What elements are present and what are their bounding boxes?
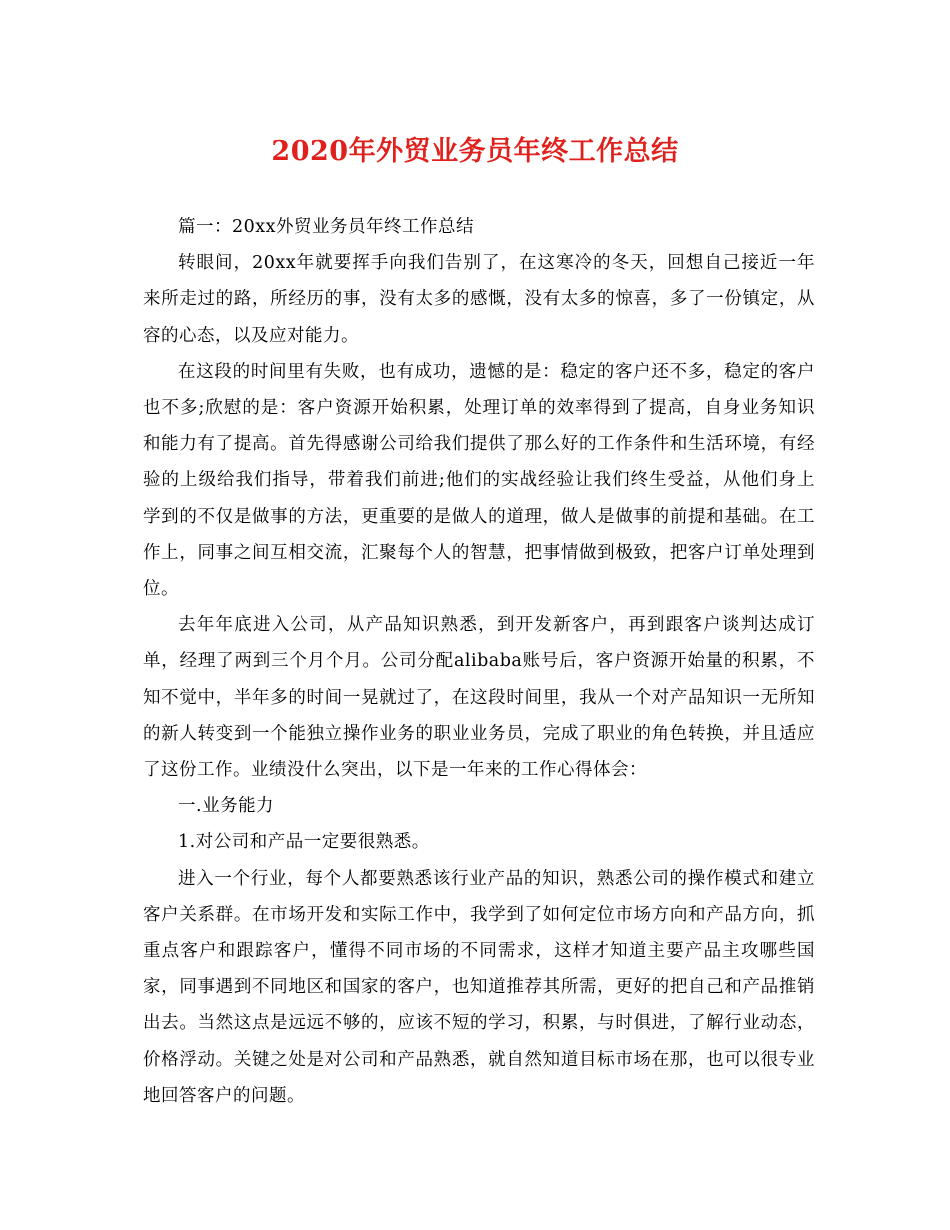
paragraph-experience: 去年年底进入公司，从产品知识熟悉，到开发新客户，再到跟客户谈判达成订单，经理了两到三个月个月。公司分配alibaba账号后，客户资源开始量的积累，不知不觉中，半年多的时间一晃就过了，在这段时间里，我从一个对产品知识一无所知的新人转变到一个能独立操作业务的职业业务员，完成了职业的角色转换，并且适应了这份工作。业绩没什么突出，以下是一年来的工作心得体会： [143, 615, 815, 781]
section-heading-business-ability: 一.业务能力 [178, 796, 275, 817]
paragraph-reflection: 在这段的时间里有失败，也有成功，遗憾的是：稳定的客户还不多，稳定的客户也不多;欣慰的是：客户资源开始积累，处理订单的效率得到了提高，自身业务知识和能力有了提高。首先得感谢公司给我们提供了那么好的工作条件和生活环境，有经验的上级给我们指导，带着我们前进;他们的实战经验让我们终生受益，从他们身上学到的不仅是做事的方法，更重要的是做人的道理，做人是做事的前提和基础。在工作上，同事之间互相交流，汇聚每个人的智慧，把事情做到极致，把客户订单处理到位。 [143, 361, 815, 600]
document-body [143, 209, 815, 1114]
paragraph-heading-part-one: 篇一：20xx外贸业务员年终工作总结 [178, 217, 475, 237]
paragraph-industry-knowledge: 进入一个行业，每个人都要熟悉该行业产品的知识，熟悉公司的操作模式和建立客户关系群。在市场开发和实际工作中，我学到了如何定位市场方向和产品方向，抓重点客户和跟踪客户，懂得不同市场的不同需求，这样才知道主要产品主攻哪些国家，同事遇到不同地区和国家的客户，也知道推荐其所需，更好的把自己和产品推销出去。当然这点是远远不够的，应该不短的学习，积累，与时俱进，了解行业动态，价格浮动。关键之处是对公司和产品熟悉，就自然知道目标市场在那，也可以很专业地回答客户的问题。 [143, 868, 815, 1106]
paragraph-intro: 转眼间，20xx年就要挥手向我们告别了，在这寒冷的冬天，回想自己接近一年来所走过的路，所经历的事，没有太多的感慨，没有太多的惊喜，多了一份镇定，从容的心态，以及应对能力。 [143, 253, 815, 346]
document-title: 2020年外贸业务员年终工作总结 [271, 136, 679, 167]
subheading-know-company-products: 1.对公司和产品一定要很熟悉。 [178, 832, 430, 853]
